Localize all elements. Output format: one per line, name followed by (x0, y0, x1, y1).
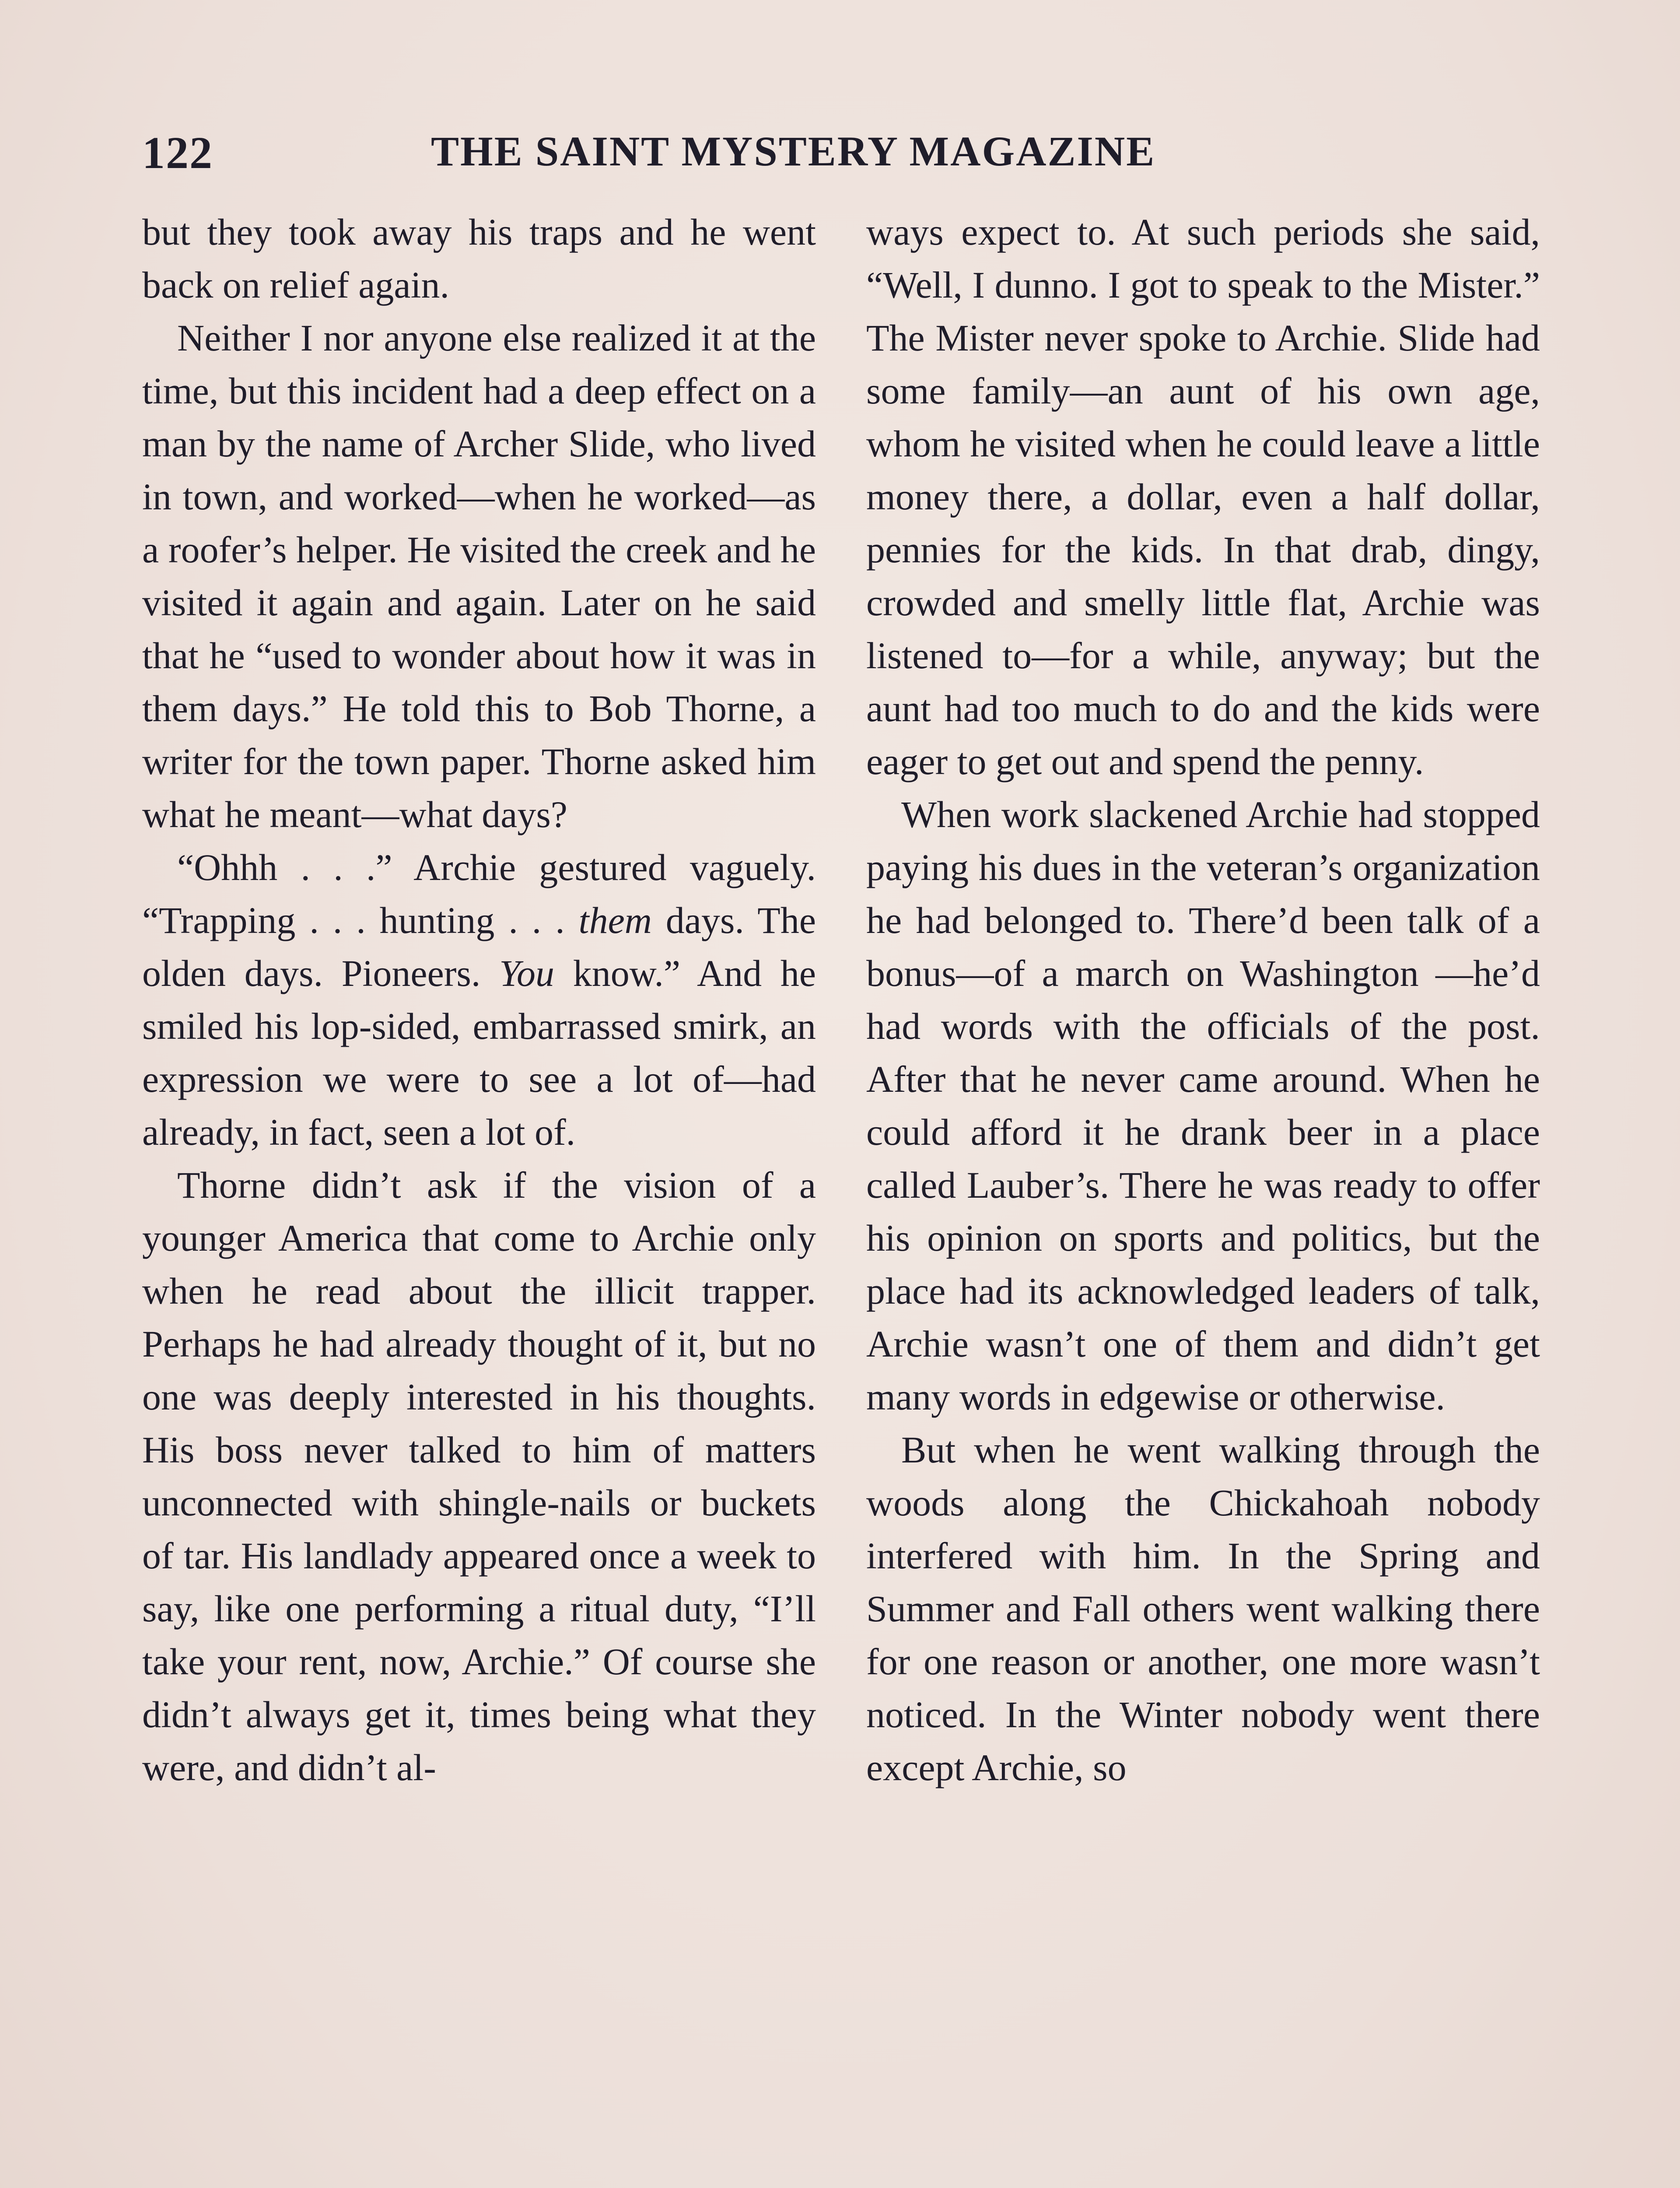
text-run: know.” And he smiled his lop-sided, embarrassed smirk, an expression we were to see a lot of—had already, in fact, seen a lot of. (142, 952, 816, 1153)
italic-text: You (499, 952, 555, 994)
paragraph: But when he went walking through the woods along the Chickahoah nobody interfered with him. In the Spring and Summer and Fall others went walking there for one reason or another, one more wasn’t noticed. In the Winter nobody went there except Archie, so (866, 1429, 1540, 1788)
page-header (142, 127, 1245, 188)
running-title: THE SAINT MYSTERY MAGAZINE (431, 128, 1156, 175)
italic-text: them (578, 899, 652, 941)
right-column (866, 206, 1540, 1794)
paragraph: Neither I nor anyone else realized it at the time, but this incident had a deep effect on a man by the name of Archer Slide, who lived in town, and worked—when he worked—as a roofer’s helper. He visited the creek and he visited it again and again. Later on he said that he “used to wonder about how it was in them days.” He told this to Bob Thorne, a writer for the town paper. Thorne asked him what he meant—what days? (142, 317, 816, 835)
paragraph (142, 841, 816, 1159)
left-column (142, 206, 816, 1794)
text-run: “Ohhh . . .” Archie gestured vaguely. “Trapping . . . hunting . . . (142, 846, 816, 941)
paragraph: When work slackened Archie had stopped paying his dues in the veteran’s organization he had belonged to. There’d been talk of a bonus—of a march on Washington —he’d had words with the officials of the post. After that he never came around. When he could afford it he drank beer in a place called Lauber’s. There he was ready to offer his opinion on sports and politics, but the place had its acknowledged leaders of talk, Archie wasn’t one of them and didn’t get many words in edgewise or otherwise. (866, 793, 1540, 1418)
text-run: days. The olden days. Pioneers. (142, 899, 816, 994)
paragraph: ways expect to. At such periods she said, “Well, I dunno. I got to speak to the Mister.” The Mister never spoke to Archie. Slide had some family—an aunt of his own age, whom he visited when he could leave a little money there, a dollar, even a half dollar, pennies for the kids. In that drab, dingy, crowded and smelly little flat, Archie was listened to—for a while, anyway; but the aunt had too much to do and the kids were eager to get out and spend the penny. (866, 211, 1540, 782)
paragraph: Thorne didn’t ask if the vision of a younger America that come to Archie only when he read about the illicit trapper. Perhaps he had already thought of it, but no one was deeply interested in his thoughts. His boss never talked to him of matters unconnected with shingle-nails or buckets of tar. His landlady appeared once a week to say, like one performing a ritual duty, “I’ll take your rent, now, Archie.” Of course she didn’t always get it, times being what they were, and didn’t al- (142, 1164, 816, 1788)
page-number: 122 (142, 128, 213, 178)
paragraph: but they took away his traps and he went back on relief again. (142, 211, 816, 306)
